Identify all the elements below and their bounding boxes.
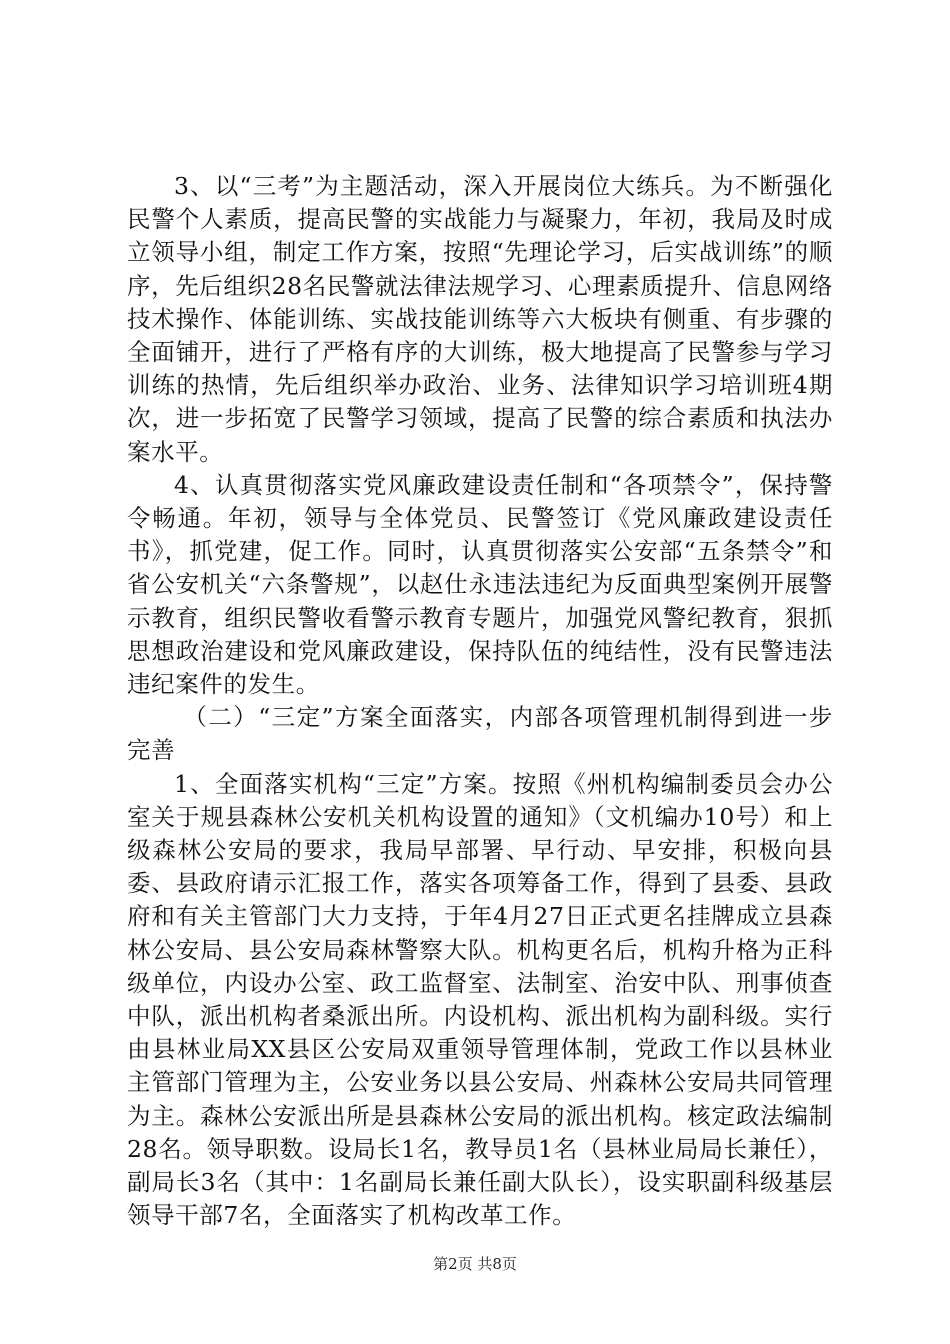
paragraph-integrity: 4、认真贯彻落实党风廉政建设责任制和“各项禁令”，保持警令畅通。年初，领导与全体党员、民警签订《党风廉政建设责任书》，抓党建，促工作。同时，认真贯彻落实公安部“五条禁令”和省公安机关“六条警规”，以赵仕永违法违纪为反面典型案例开展警示教育，组织民警收看警示教育专题片，加强党风警纪教育，狠抓思想政治建设和党风廉政建设，保持队伍的纯结性，没有民警违法违纪案件的发生。 [127, 470, 833, 699]
paragraph-institution: 1、全面落实机构“三定”方案。按照《州机构编制委员会办公室关于规县森林公安机关机构设置的通知》（文机编办10号）和上级森林公安局的要求，我局早部署、早行动、早安排，积极向县委、县政府请示汇报工作，落实各项筹备工作，得到了县委、县政府和有关主管部门大力支持，于年4月27日正式更名挂牌成立县森林公安局、县公安局森林警察大队。机构更名后，机构升格为正科级单位，内设办公室、政工监督室、法制室、治安中队、刑事侦查中队，派出机构者桑派出所。内设机构、派出机构为副科级。实行由县林业局XX县区公安局双重领导管理体制，党政工作以县林业主管部门管理为主，公安业务以县公安局、州森林公安局共同管理为主。森林公安派出所是县森林公安局的派出机构。核定政法编制28名。领导职数。设局长1名，教导员1名（县林业局局长兼任），副局长3名（其中：1名副局长兼任副大队长），设实职副科级基层领导干部7名，全面落实了机构改革工作。 [127, 769, 833, 1230]
page-number-footer: 第2页 共8页 [433, 1255, 517, 1273]
section-heading-sanding: （二）“三定”方案全面落实，内部各项管理机制得到进一步完善 [127, 703, 833, 765]
paragraph-training: 3、以“三考”为主题活动，深入开展岗位大练兵。为不断强化民警个人素质，提高民警的实战能力与凝聚力，年初，我局及时成立领导小组，制定工作方案，按照“先理论学习，后实战训练”的顺序，先后组织28名民警就法律法规学习、心理素质提升、信息网络技术操作、体能训练、实战技能训练等六大板块有侧重、有步骤的全面铺开，进行了严格有序的大训练，极大地提高了民警参与学习训练的热情，先后组织举办政治、业务、法律知识学习培训班4期次，进一步拓宽了民警学习领域，提高了民警的综合素质和执法办案水平。 [127, 172, 833, 466]
document-body [127, 170, 833, 1233]
